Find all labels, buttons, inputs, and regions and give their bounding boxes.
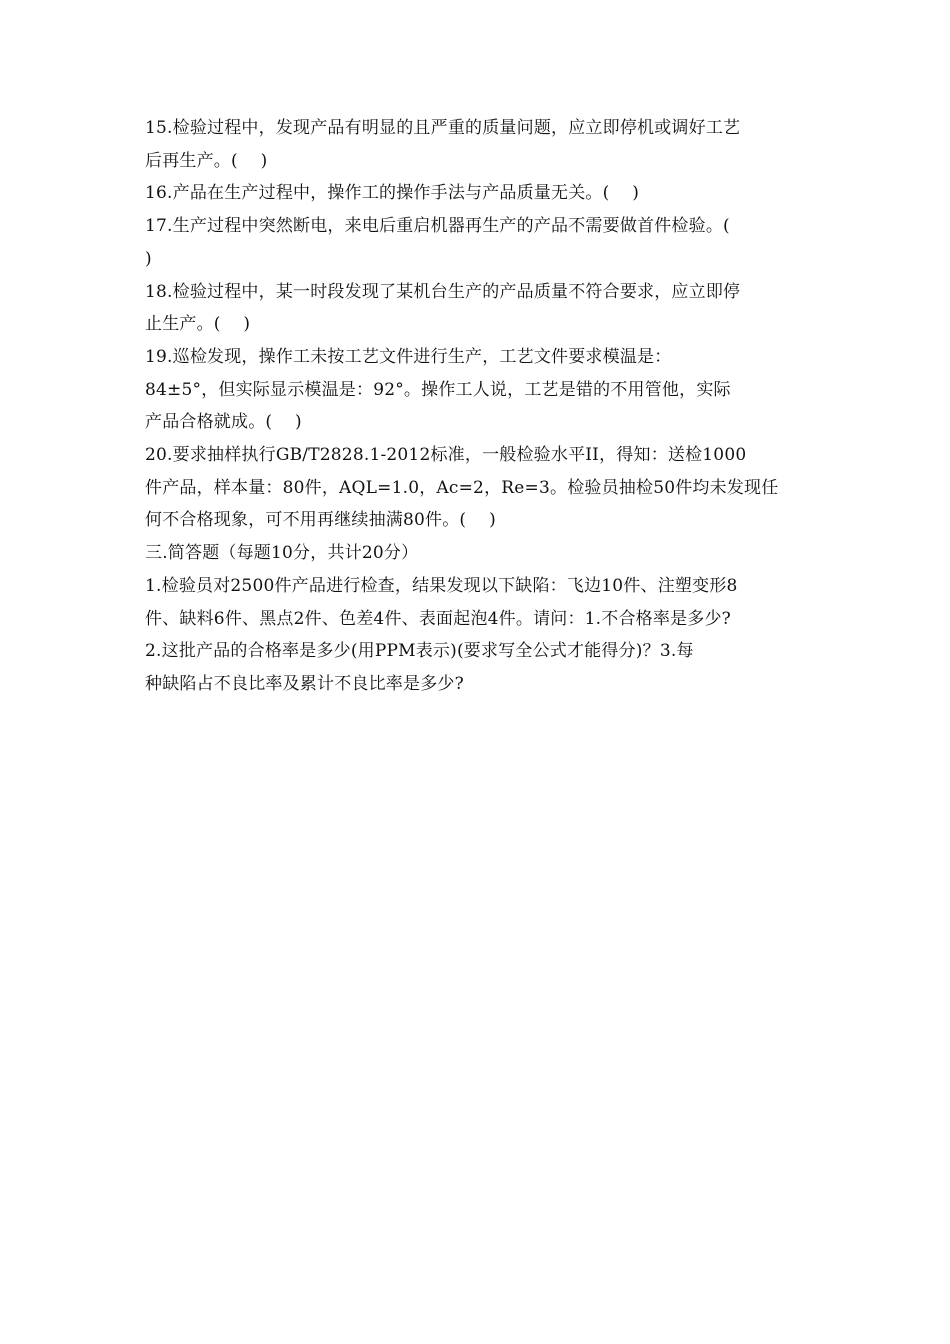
question-line: 20.要求抽样执行GB/T2828.1-2012标准，一般检验水平II，得知：送检1000: [145, 445, 747, 466]
question-20: [145, 439, 820, 537]
question-line: 件产品，样本量：80件，AQL=1.0，Ac=2，Re=3。检验员抽检50件均未发现任: [145, 477, 779, 498]
question-line: 止生产。( ): [145, 314, 251, 335]
short-answer-question-1: [145, 570, 820, 701]
question-15: [145, 112, 820, 177]
question-line: 17.生产过程中突然断电，来电后重启机器再生产的产品不需要做首件检验。(: [145, 216, 730, 237]
section-heading: [145, 537, 820, 570]
section-title: 三.简答题: [145, 543, 220, 564]
question-line: 18.检验过程中，某一时段发现了某机台生产的产品质量不符合要求，应立即停: [145, 281, 741, 302]
question-line: 15.检验过程中，发现产品有明显的且严重的质量问题，应立即停机或调好工艺: [145, 118, 741, 138]
question-18: [145, 276, 820, 341]
question-16: [145, 177, 820, 210]
question-line: 何不合格现象，可不用再继续抽满80件。( ): [145, 510, 496, 531]
question-line: 19.巡检发现，操作工未按工艺文件进行生产，工艺文件要求模温是：: [145, 346, 672, 367]
question-line: 84±5°，但实际显示模温是：92°。操作工人说，工艺是错的不用管他，实际: [145, 379, 731, 400]
question-line: 1.检验员对2500件产品进行检查，结果发现以下缺陷：飞边10件、注塑变形8: [145, 575, 738, 596]
question-17: [145, 210, 820, 275]
question-line: 产品合格就成。( ): [145, 412, 302, 433]
question-line: 16.产品在生产过程中，操作工的操作手法与产品质量无关。( ): [145, 183, 640, 204]
question-19: [145, 341, 820, 439]
document-page: [145, 112, 820, 701]
question-line: 2.这批产品的合格率是多少(用PPM表示)(要求写全公式才能得分)？3.每: [145, 641, 694, 662]
question-line: 件、缺料6件、黑点2件、色差4件、表面起泡4件。请问：1.不合格率是多少?: [145, 608, 731, 629]
question-line: 后再生产。( ): [145, 150, 268, 171]
section-note: （每题10分，共计20分）: [219, 543, 419, 564]
question-line: ): [145, 248, 152, 269]
question-line: 种缺陷占不良比率及累计不良比率是多少?: [145, 673, 464, 694]
